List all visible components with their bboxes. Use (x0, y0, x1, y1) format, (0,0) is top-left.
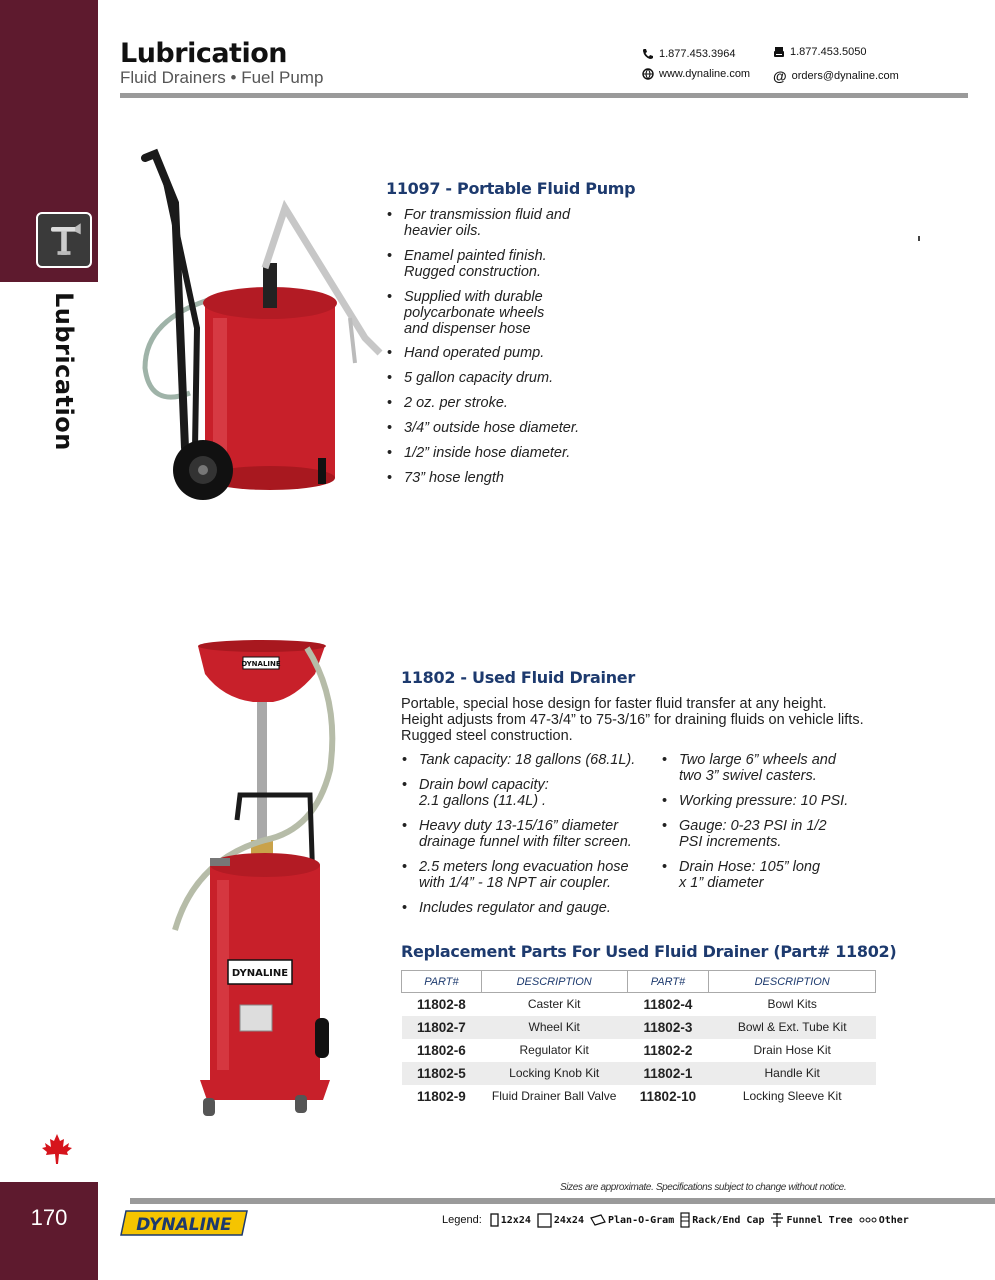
at-icon: @ (773, 68, 787, 84)
legend-item-24x24: 24x24 (537, 1213, 584, 1228)
used-fluid-drainer-image (165, 640, 345, 1122)
feature-item: • Two large 6” wheels and two 3” swivel casters. (662, 752, 892, 784)
feature-item: • Gauge: 0-23 PSI in 1/2 PSI increments. (662, 818, 892, 850)
table-header-row (402, 971, 876, 993)
product-11802-features-right (662, 752, 892, 891)
svg-text:DYNALINE: DYNALINE (136, 1215, 232, 1235)
svg-text:DYNALINE: DYNALINE (241, 660, 281, 668)
portable-fluid-pump-image (135, 148, 395, 508)
part-description: Handle Kit (709, 1062, 876, 1085)
feature-item: • Working pressure: 10 PSI. (662, 793, 892, 809)
phone-icon (642, 48, 654, 60)
part-number: 11802-8 (417, 996, 466, 1012)
rack-end-cap-icon (680, 1212, 690, 1228)
email-link[interactable]: orders@dynaline.com (791, 70, 899, 82)
phone-number: 1.877.453.3964 (659, 48, 736, 60)
feature-item: • Supplied with durable polycarbonate wheels and dispenser hose (387, 289, 647, 337)
table-row (402, 1039, 876, 1062)
replacement-parts-table (401, 970, 876, 1108)
disclaimer: Sizes are approximate. Specifications subject to change without notice. (560, 1182, 847, 1193)
website-link[interactable]: www.dynaline.com (659, 68, 751, 80)
page-title: Lubrication (120, 38, 287, 69)
legend-item-plan-o-gram: Plan-O-Gram (590, 1214, 674, 1226)
feature-item: • Hand operated pump. (387, 345, 647, 361)
rectangle-12x24-icon (490, 1213, 499, 1227)
part-number: 11802-9 (417, 1088, 466, 1104)
table-row (402, 993, 876, 1016)
feature-item: • Includes regulator and gauge. (402, 900, 657, 916)
header-divider (120, 93, 968, 98)
product-11802-features-left (402, 752, 657, 916)
table-row (402, 1062, 876, 1085)
legend-item-funnel-tree: Funnel Tree (770, 1212, 852, 1228)
fax-number: 1.877.453.5050 (790, 46, 867, 58)
feature-item: • Enamel painted finish. Rugged construction. (387, 248, 647, 280)
legend-item-12x24: 12x24 (490, 1213, 531, 1227)
replacement-parts-title: Replacement Parts For Used Fluid Drainer (Part# 11802) (401, 942, 897, 961)
product-title-11097: 11097 - Portable Fluid Pump (386, 179, 636, 198)
legend-item-other: Other (859, 1215, 909, 1226)
part-description: Wheel Kit (481, 1016, 627, 1039)
maple-leaf-icon (40, 1132, 74, 1166)
feature-item: • 73” hose length (387, 470, 647, 486)
legend-label: Legend: (442, 1214, 482, 1226)
part-description: Fluid Drainer Ball Valve (491, 1089, 617, 1103)
column-header: DESCRIPTION (481, 971, 627, 993)
part-number: 11802-3 (627, 1016, 709, 1039)
svg-text:DYNALINE: DYNALINE (231, 968, 289, 979)
square-24x24-icon (537, 1213, 552, 1228)
column-header: DESCRIPTION (709, 971, 876, 993)
part-number: 11802-10 (639, 1088, 697, 1104)
part-description: Locking Sleeve Kit (742, 1089, 842, 1103)
part-number: 11802-1 (627, 1062, 709, 1085)
part-description: Regulator Kit (519, 1043, 589, 1057)
legend-item-rack-end-cap: Rack/End Cap (680, 1212, 764, 1228)
footer-divider (130, 1198, 995, 1204)
feature-item: • 5 gallon capacity drum. (387, 370, 647, 386)
part-number: 11802-2 (643, 1042, 693, 1058)
planogram-icon (590, 1214, 606, 1226)
stray-mark (918, 236, 920, 241)
product-title-11802: 11802 - Used Fluid Drainer (401, 668, 635, 687)
part-description: Bowl & Ext. Tube Kit (709, 1016, 876, 1039)
feature-item: • 2 oz. per stroke. (387, 395, 647, 411)
grease-gun-icon (36, 212, 92, 268)
product-11097-features (387, 207, 647, 486)
feature-item: • Heavy duty 13-15/16” diameter drainage funnel with filter screen. (402, 818, 657, 850)
product-11802-description: Portable, special hose design for faster fluid transfer at any height. Height adjusts from 47-3/4” to 75-3/16” for draining fluids on vehicle lifts. Rugged steel construction. (401, 696, 864, 744)
feature-item: • Tank capacity: 18 gallons (68.1L). (402, 752, 657, 768)
feature-item: • Drain bowl capacity: 2.1 gallons (11.4L) . (402, 777, 657, 809)
dynaline-logo (120, 1210, 248, 1236)
display-legend (442, 1212, 909, 1228)
page-number: 170 (30, 1205, 68, 1230)
part-number: 11802-7 (402, 1016, 482, 1039)
contact-email (773, 68, 899, 84)
contact-fax (773, 46, 866, 58)
funnel-tree-icon (770, 1212, 784, 1228)
contact-website (642, 68, 750, 80)
contact-phone (642, 48, 735, 60)
column-header: PART# (402, 971, 482, 993)
part-description: Caster Kit (527, 997, 581, 1012)
globe-icon (642, 68, 654, 80)
column-header: PART# (627, 971, 709, 993)
table-row (402, 1016, 876, 1039)
part-description: Locking Knob Kit (481, 1062, 627, 1085)
circles-other-icon (859, 1217, 877, 1223)
table-row (402, 1085, 876, 1108)
feature-item: • For transmission fluid and heavier oils. (387, 207, 647, 239)
part-number: 11802-6 (417, 1042, 466, 1058)
fax-icon (773, 46, 785, 58)
feature-item: • Drain Hose: 105” long x 1” diameter (662, 859, 892, 891)
feature-item: • 3/4” outside hose diameter. (387, 420, 647, 436)
part-description: Drain Hose Kit (753, 1043, 831, 1057)
feature-item: • 1/2” inside hose diameter. (387, 445, 647, 461)
feature-item: • 2.5 meters long evacuation hose with 1/4” - 18 NPT air coupler. (402, 859, 657, 891)
sidebar-bottom-band (0, 1182, 98, 1280)
part-number: 11802-4 (643, 996, 693, 1012)
page-subtitle: Fluid Drainers • Fuel Pump (120, 68, 324, 87)
part-number: 11802-5 (402, 1062, 482, 1085)
part-description: Bowl Kits (767, 997, 817, 1012)
sidebar-category-label: Lubrication (50, 292, 78, 451)
